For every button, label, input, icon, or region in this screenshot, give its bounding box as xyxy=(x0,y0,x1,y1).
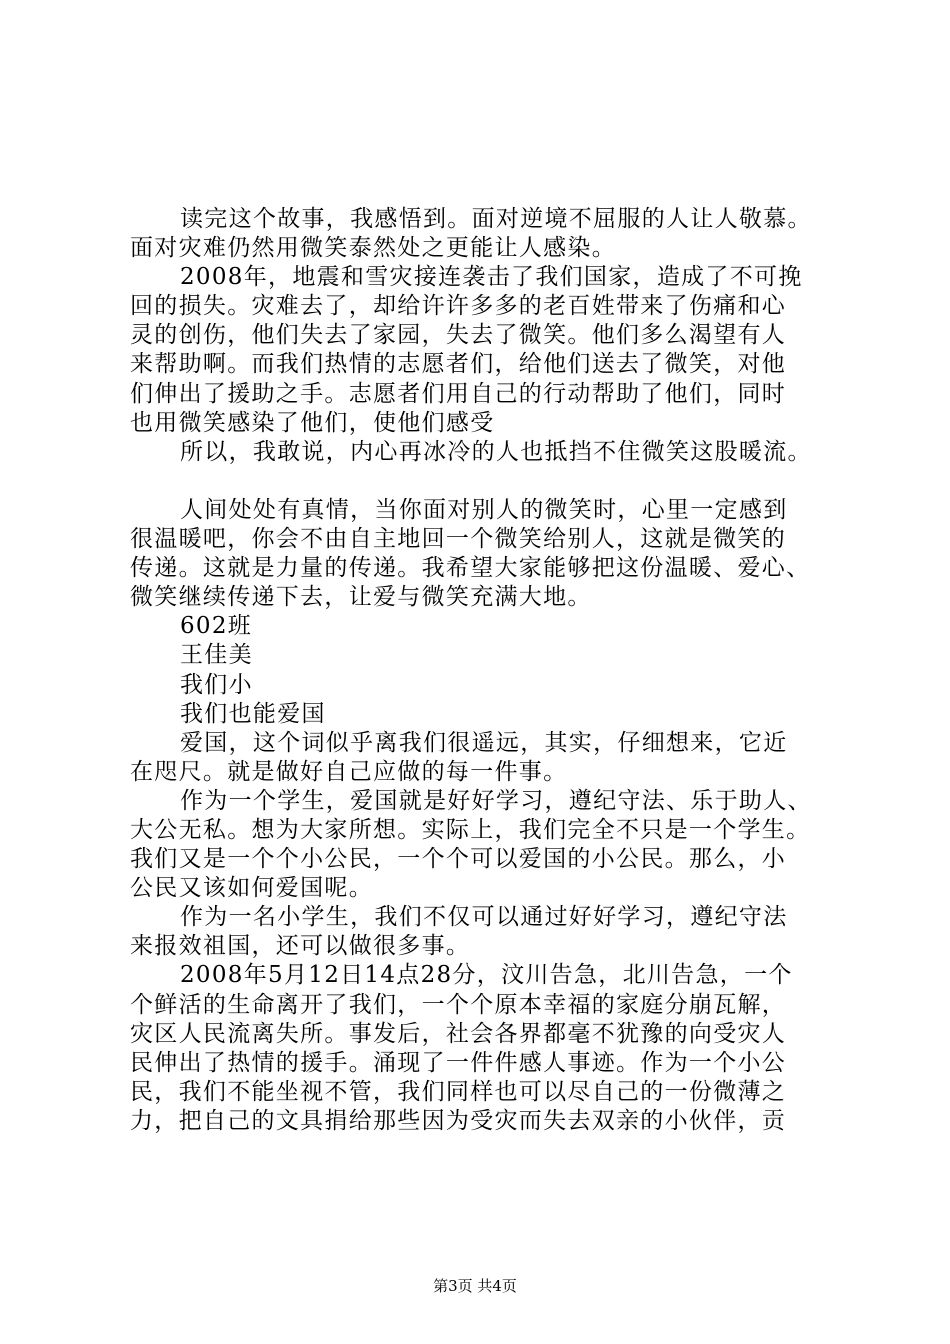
paragraph-line: 2008年，地震和雪灾接连袭击了我们国家，造成了不可挽 xyxy=(180,264,803,291)
paragraph-line: 民，我们不能坐视不管，我们同样也可以尽自己的一份微薄之 xyxy=(130,1078,787,1105)
paragraph-line: 力，把自己的文具捐给那些因为受灾而失去双亲的小伙伴，贡 xyxy=(130,1107,787,1134)
paragraph-line: 来报效祖国，还可以做很多事。 xyxy=(130,933,471,960)
heading-line: 我们小 xyxy=(180,671,253,698)
page-number-footer: 第3页 共4页 xyxy=(433,1277,517,1295)
paragraph-line: 面对灾难仍然用微笑泰然处之更能让人感染。 xyxy=(130,235,616,262)
paragraph-line: 人间处处有真情，当你面对别人的微笑时，心里一定感到 xyxy=(180,496,788,523)
paragraph-line: 所以，我敢说，内心再冰冷的人也抵挡不住微笑这股暖流。 xyxy=(180,438,812,465)
paragraph-line: 微笑继续传递下去，让爱与微笑充满大地。 xyxy=(130,584,592,611)
essay-title: 我们也能爱国 xyxy=(180,700,326,727)
blank-line xyxy=(130,467,850,496)
paragraph-line: 作为一个学生，爱国就是好好学习，遵纪守法、乐于助人、 xyxy=(180,787,812,814)
paragraph-line: 我们又是一个个小公民，一个个可以爱国的小公民。那么，小 xyxy=(130,846,787,873)
paragraph-line: 来帮助啊。而我们热情的志愿者们，给他们送去了微笑，对他 xyxy=(130,351,787,378)
paragraph-line: 灵的创伤，他们失去了家园，失去了微笑。他们多么渴望有人 xyxy=(130,322,787,349)
paragraph-line: 也用微笑感染了他们，使他们感受 xyxy=(130,409,495,436)
paragraph-line: 爱国，这个词似乎离我们很遥远，其实，仔细想来，它近 xyxy=(180,729,788,756)
paragraph-line: 民伸出了热情的援手。涌现了一件件感人事迹。作为一个小公 xyxy=(130,1049,787,1076)
paragraph-line: 个鲜活的生命离开了我们，一个个原本幸福的家庭分崩瓦解， xyxy=(130,991,787,1018)
author-name: 王佳美 xyxy=(180,642,253,669)
paragraph-line: 公民又该如何爱国呢。 xyxy=(130,875,373,902)
paragraph-line: 传递。这就是力量的传递。我希望大家能够把这份温暖、爱心、 xyxy=(130,555,811,582)
paragraph-line: 灾区人民流离失所。事发后，社会各界都毫不犹豫的向受灾人 xyxy=(130,1020,787,1047)
class-label: 602班 xyxy=(180,613,253,640)
paragraph-line: 大公无私。想为大家所想。实际上，我们完全不只是一个学生。 xyxy=(130,816,811,843)
paragraph-line: 读完这个故事，我感悟到。面对逆境不屈服的人让人敬慕。 xyxy=(180,206,812,232)
paragraph-line: 作为一名小学生，我们不仅可以通过好好学习，遵纪守法 xyxy=(180,904,788,931)
paragraph-line: 在咫尺。就是做好自己应做的每一件事。 xyxy=(130,758,568,785)
paragraph-line: 2008年5月12日14点28分，汶川告急，北川告急，一个 xyxy=(180,962,793,989)
paragraph-line: 回的损失。灾难去了，却给许许多多的老百姓带来了伤痛和心 xyxy=(130,293,787,320)
paragraph-line: 们伸出了援助之手。志愿者们用自己的行动帮助了他们，同时 xyxy=(130,380,787,407)
document-body xyxy=(130,205,850,1136)
paragraph-line: 很温暖吧，你会不由自主地回一个微笑给别人，这就是微笑的 xyxy=(130,526,787,553)
